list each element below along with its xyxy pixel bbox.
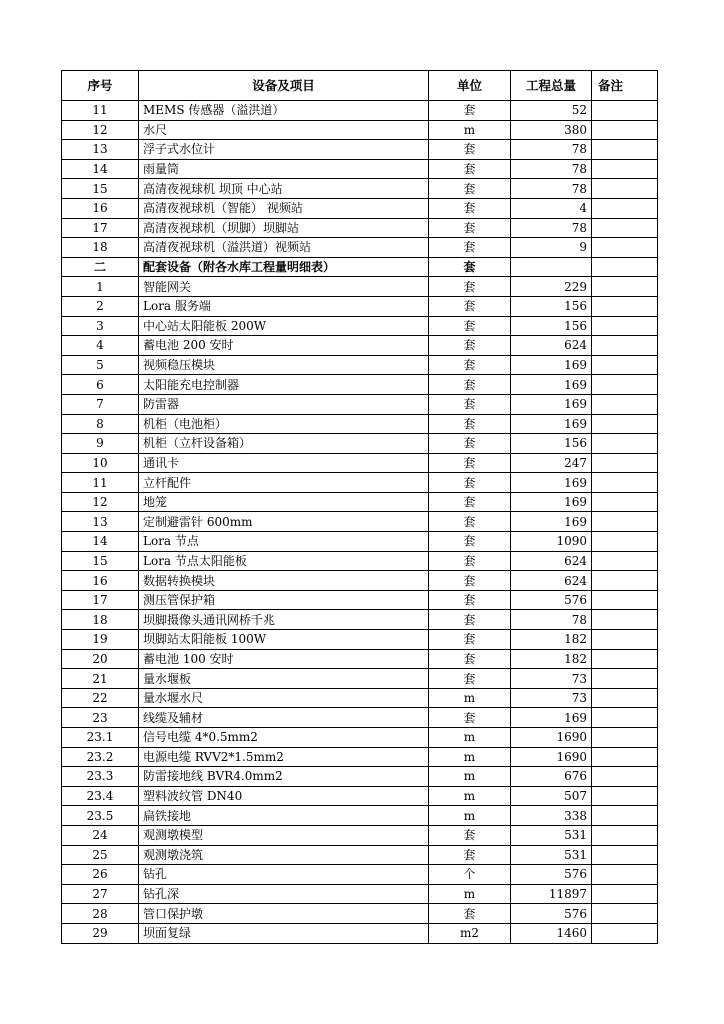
cell-qty: 169 [511, 492, 592, 512]
table-body [62, 101, 658, 944]
cell-note [592, 845, 658, 865]
cell-qty: 11897 [511, 884, 592, 904]
quantity-table [61, 70, 658, 944]
cell-qty: 576 [511, 865, 592, 885]
cell-no: 20 [62, 649, 139, 669]
table-row [62, 610, 658, 630]
cell-item: 高清夜视球机（智能） 视频站 [139, 198, 429, 218]
cell-no: 12 [62, 492, 139, 512]
cell-qty: 624 [511, 571, 592, 591]
table-row [62, 767, 658, 787]
table-row [62, 571, 658, 591]
cell-note [592, 688, 658, 708]
header-item: 设备及项目 [139, 71, 429, 101]
cell-unit: 套 [429, 179, 511, 199]
cell-qty: 338 [511, 806, 592, 826]
cell-note [592, 492, 658, 512]
cell-item: 水尺 [139, 120, 429, 140]
cell-no: 13 [62, 512, 139, 532]
table-row [62, 532, 658, 552]
cell-no: 13 [62, 140, 139, 160]
cell-unit: m [429, 688, 511, 708]
cell-item: 高清夜视球机（溢洪道）视频站 [139, 238, 429, 258]
cell-qty: 78 [511, 610, 592, 630]
cell-no: 14 [62, 159, 139, 179]
cell-note [592, 159, 658, 179]
cell-qty: 78 [511, 159, 592, 179]
cell-qty: 182 [511, 649, 592, 669]
cell-unit: m [429, 806, 511, 826]
cell-item: Lora 节点 [139, 532, 429, 552]
table-row [62, 277, 658, 297]
cell-qty: 169 [511, 512, 592, 532]
cell-item: 中心站太阳能板 200W [139, 316, 429, 336]
cell-no: 6 [62, 375, 139, 395]
cell-item: 电源电缆 RVV2*1.5mm2 [139, 747, 429, 767]
table-row [62, 786, 658, 806]
cell-qty: 78 [511, 140, 592, 160]
table-row [62, 923, 658, 943]
cell-qty [511, 257, 592, 277]
table-row [62, 434, 658, 454]
cell-no: 10 [62, 453, 139, 473]
cell-unit: 套 [429, 375, 511, 395]
cell-item: 观测墩浇筑 [139, 845, 429, 865]
cell-unit: 套 [429, 257, 511, 277]
cell-qty: 9 [511, 238, 592, 258]
cell-item: 塑料波纹管 DN40 [139, 786, 429, 806]
cell-item: 立杆配件 [139, 473, 429, 493]
cell-qty: 624 [511, 336, 592, 356]
table-row [62, 238, 658, 258]
cell-qty: 624 [511, 551, 592, 571]
cell-note [592, 884, 658, 904]
cell-note [592, 571, 658, 591]
cell-no: 24 [62, 825, 139, 845]
cell-no: 11 [62, 101, 139, 121]
cell-no: 18 [62, 238, 139, 258]
cell-qty: 78 [511, 218, 592, 238]
cell-item: 钻孔 [139, 865, 429, 885]
header-qty: 工程总量 [511, 71, 592, 101]
cell-unit: 套 [429, 296, 511, 316]
cell-unit: 套 [429, 590, 511, 610]
cell-unit: 套 [429, 708, 511, 728]
cell-no: 15 [62, 551, 139, 571]
cell-note [592, 355, 658, 375]
cell-no: 11 [62, 473, 139, 493]
cell-no: 3 [62, 316, 139, 336]
table-row [62, 551, 658, 571]
cell-note [592, 610, 658, 630]
table-row [62, 159, 658, 179]
cell-unit: 套 [429, 238, 511, 258]
cell-note [592, 179, 658, 199]
cell-qty: 169 [511, 473, 592, 493]
cell-unit: 套 [429, 551, 511, 571]
table-row [62, 688, 658, 708]
cell-note [592, 238, 658, 258]
cell-unit: 套 [429, 825, 511, 845]
cell-item: 观测墩模型 [139, 825, 429, 845]
table-row [62, 904, 658, 924]
cell-no: 5 [62, 355, 139, 375]
cell-qty: 73 [511, 669, 592, 689]
cell-note [592, 708, 658, 728]
cell-no: 21 [62, 669, 139, 689]
cell-qty: 156 [511, 316, 592, 336]
table-row [62, 512, 658, 532]
cell-unit: 套 [429, 453, 511, 473]
cell-item: 智能网关 [139, 277, 429, 297]
cell-item: 蓄电池 200 安时 [139, 336, 429, 356]
cell-item: 机柜（电池柜） [139, 414, 429, 434]
cell-note [592, 336, 658, 356]
cell-no: 12 [62, 120, 139, 140]
header-note: 备注 [592, 71, 658, 101]
cell-item: 浮子式水位计 [139, 140, 429, 160]
cell-item: 防雷器 [139, 394, 429, 414]
table-row [62, 865, 658, 885]
cell-qty: 169 [511, 394, 592, 414]
cell-item: Lora 节点太阳能板 [139, 551, 429, 571]
cell-no: 9 [62, 434, 139, 454]
cell-note [592, 101, 658, 121]
cell-item: 线缆及辅材 [139, 708, 429, 728]
cell-unit: m [429, 767, 511, 787]
cell-no: 1 [62, 277, 139, 297]
cell-unit: 套 [429, 512, 511, 532]
cell-no: 26 [62, 865, 139, 885]
cell-note [592, 551, 658, 571]
cell-no: 23.1 [62, 728, 139, 748]
cell-item: 数据转换模块 [139, 571, 429, 591]
cell-note [592, 825, 658, 845]
cell-item: 坝脚摄像头通讯网桥千兆 [139, 610, 429, 630]
table-row [62, 747, 658, 767]
table-row [62, 375, 658, 395]
cell-note [592, 865, 658, 885]
table-row [62, 845, 658, 865]
cell-unit: m [429, 786, 511, 806]
cell-no: 27 [62, 884, 139, 904]
cell-item: 地笼 [139, 492, 429, 512]
cell-no: 14 [62, 532, 139, 552]
cell-no: 23.5 [62, 806, 139, 826]
cell-item: 机柜（立杆设备箱） [139, 434, 429, 454]
cell-qty: 1090 [511, 532, 592, 552]
table-row [62, 140, 658, 160]
cell-unit: 套 [429, 649, 511, 669]
table-row [62, 198, 658, 218]
cell-no: 28 [62, 904, 139, 924]
cell-qty: 247 [511, 453, 592, 473]
cell-item: MEMS 传感器（溢洪道） [139, 101, 429, 121]
table-header-row [62, 71, 658, 101]
cell-no: 8 [62, 414, 139, 434]
table-row [62, 316, 658, 336]
cell-qty: 169 [511, 375, 592, 395]
cell-unit: 套 [429, 630, 511, 650]
header-no: 序号 [62, 71, 139, 101]
cell-note [592, 630, 658, 650]
cell-unit: 套 [429, 532, 511, 552]
table-row [62, 355, 658, 375]
cell-item: 量水堰板 [139, 669, 429, 689]
table-row [62, 825, 658, 845]
cell-unit: 套 [429, 492, 511, 512]
cell-note [592, 728, 658, 748]
table-row [62, 414, 658, 434]
table-row [62, 728, 658, 748]
cell-item: 配套设备（附各水库工程量明细表） [139, 257, 429, 277]
cell-note [592, 120, 658, 140]
cell-qty: 229 [511, 277, 592, 297]
cell-note [592, 296, 658, 316]
table-row [62, 394, 658, 414]
cell-qty: 169 [511, 355, 592, 375]
cell-qty: 182 [511, 630, 592, 650]
cell-qty: 156 [511, 434, 592, 454]
cell-qty: 531 [511, 825, 592, 845]
table-row [62, 708, 658, 728]
cell-note [592, 904, 658, 924]
cell-unit: 套 [429, 434, 511, 454]
cell-unit: 套 [429, 159, 511, 179]
table-row [62, 179, 658, 199]
cell-note [592, 786, 658, 806]
cell-item: 蓄电池 100 安时 [139, 649, 429, 669]
table-row [62, 218, 658, 238]
table-row [62, 473, 658, 493]
cell-note [592, 590, 658, 610]
cell-qty: 1690 [511, 728, 592, 748]
table-row [62, 101, 658, 121]
cell-unit: 套 [429, 414, 511, 434]
cell-note [592, 375, 658, 395]
cell-note [592, 434, 658, 454]
cell-item: 钻孔深 [139, 884, 429, 904]
cell-unit: m [429, 728, 511, 748]
cell-qty: 1690 [511, 747, 592, 767]
header-unit: 单位 [429, 71, 511, 101]
table-row [62, 590, 658, 610]
cell-item: 坝脚站太阳能板 100W [139, 630, 429, 650]
table-row [62, 669, 658, 689]
cell-note [592, 923, 658, 943]
cell-note [592, 140, 658, 160]
cell-item: 太阳能充电控制器 [139, 375, 429, 395]
cell-item: 雨量筒 [139, 159, 429, 179]
cell-no: 2 [62, 296, 139, 316]
cell-qty: 1460 [511, 923, 592, 943]
table-row [62, 884, 658, 904]
table-row [62, 630, 658, 650]
cell-unit: 套 [429, 316, 511, 336]
cell-unit: m [429, 120, 511, 140]
cell-note [592, 512, 658, 532]
cell-note [592, 198, 658, 218]
cell-qty: 156 [511, 296, 592, 316]
cell-item: 管口保护墩 [139, 904, 429, 924]
cell-no: 4 [62, 336, 139, 356]
cell-note [592, 747, 658, 767]
cell-qty: 4 [511, 198, 592, 218]
cell-item: 高清夜视球机（坝脚）坝脚站 [139, 218, 429, 238]
cell-unit: 套 [429, 218, 511, 238]
cell-unit: 套 [429, 198, 511, 218]
cell-note [592, 453, 658, 473]
cell-item: 量水堰水尺 [139, 688, 429, 708]
cell-qty: 78 [511, 179, 592, 199]
cell-unit: 套 [429, 140, 511, 160]
cell-no: 22 [62, 688, 139, 708]
cell-no: 7 [62, 394, 139, 414]
table-row [62, 806, 658, 826]
cell-unit: 套 [429, 277, 511, 297]
cell-no: 19 [62, 630, 139, 650]
cell-no: 23 [62, 708, 139, 728]
cell-unit: 个 [429, 865, 511, 885]
cell-no: 15 [62, 179, 139, 199]
cell-note [592, 473, 658, 493]
cell-item: 通讯卡 [139, 453, 429, 473]
table-row [62, 492, 658, 512]
cell-qty: 531 [511, 845, 592, 865]
table-row [62, 296, 658, 316]
cell-note [592, 257, 658, 277]
cell-no: 23.3 [62, 767, 139, 787]
cell-note [592, 532, 658, 552]
cell-item: 信号电缆 4*0.5mm2 [139, 728, 429, 748]
section-row [62, 257, 658, 277]
cell-unit: 套 [429, 904, 511, 924]
cell-item: 视频稳压模块 [139, 355, 429, 375]
table-row [62, 120, 658, 140]
cell-note [592, 394, 658, 414]
cell-unit: 套 [429, 355, 511, 375]
cell-qty: 576 [511, 904, 592, 924]
cell-unit: 套 [429, 473, 511, 493]
cell-qty: 676 [511, 767, 592, 787]
cell-item: 防雷接地线 BVR4.0mm2 [139, 767, 429, 787]
cell-note [592, 669, 658, 689]
cell-item: Lora 服务端 [139, 296, 429, 316]
cell-unit: 套 [429, 669, 511, 689]
cell-unit: 套 [429, 101, 511, 121]
cell-item: 扁铁接地 [139, 806, 429, 826]
cell-note [592, 414, 658, 434]
cell-note [592, 218, 658, 238]
cell-item: 高清夜视球机 坝顶 中心站 [139, 179, 429, 199]
cell-qty: 52 [511, 101, 592, 121]
cell-unit: 套 [429, 845, 511, 865]
cell-item: 定制避雷针 600mm [139, 512, 429, 532]
cell-qty: 169 [511, 414, 592, 434]
cell-unit: 套 [429, 336, 511, 356]
cell-unit: m2 [429, 923, 511, 943]
cell-note [592, 316, 658, 336]
cell-unit: m [429, 884, 511, 904]
cell-no: 18 [62, 610, 139, 630]
cell-no: 17 [62, 590, 139, 610]
cell-note [592, 767, 658, 787]
cell-item: 测压管保护箱 [139, 590, 429, 610]
cell-item: 坝面复绿 [139, 923, 429, 943]
cell-qty: 576 [511, 590, 592, 610]
cell-unit: 套 [429, 610, 511, 630]
cell-unit: m [429, 747, 511, 767]
table-row [62, 649, 658, 669]
cell-qty: 507 [511, 786, 592, 806]
cell-no: 29 [62, 923, 139, 943]
cell-no: 17 [62, 218, 139, 238]
table-row [62, 336, 658, 356]
cell-note [592, 277, 658, 297]
cell-no: 25 [62, 845, 139, 865]
cell-qty: 169 [511, 708, 592, 728]
cell-unit: 套 [429, 571, 511, 591]
cell-no: 16 [62, 571, 139, 591]
cell-unit: 套 [429, 394, 511, 414]
cell-no: 16 [62, 198, 139, 218]
cell-no: 二 [62, 257, 139, 277]
table-row [62, 453, 658, 473]
cell-no: 23.4 [62, 786, 139, 806]
cell-no: 23.2 [62, 747, 139, 767]
cell-note [592, 806, 658, 826]
cell-note [592, 649, 658, 669]
cell-qty: 380 [511, 120, 592, 140]
cell-qty: 73 [511, 688, 592, 708]
